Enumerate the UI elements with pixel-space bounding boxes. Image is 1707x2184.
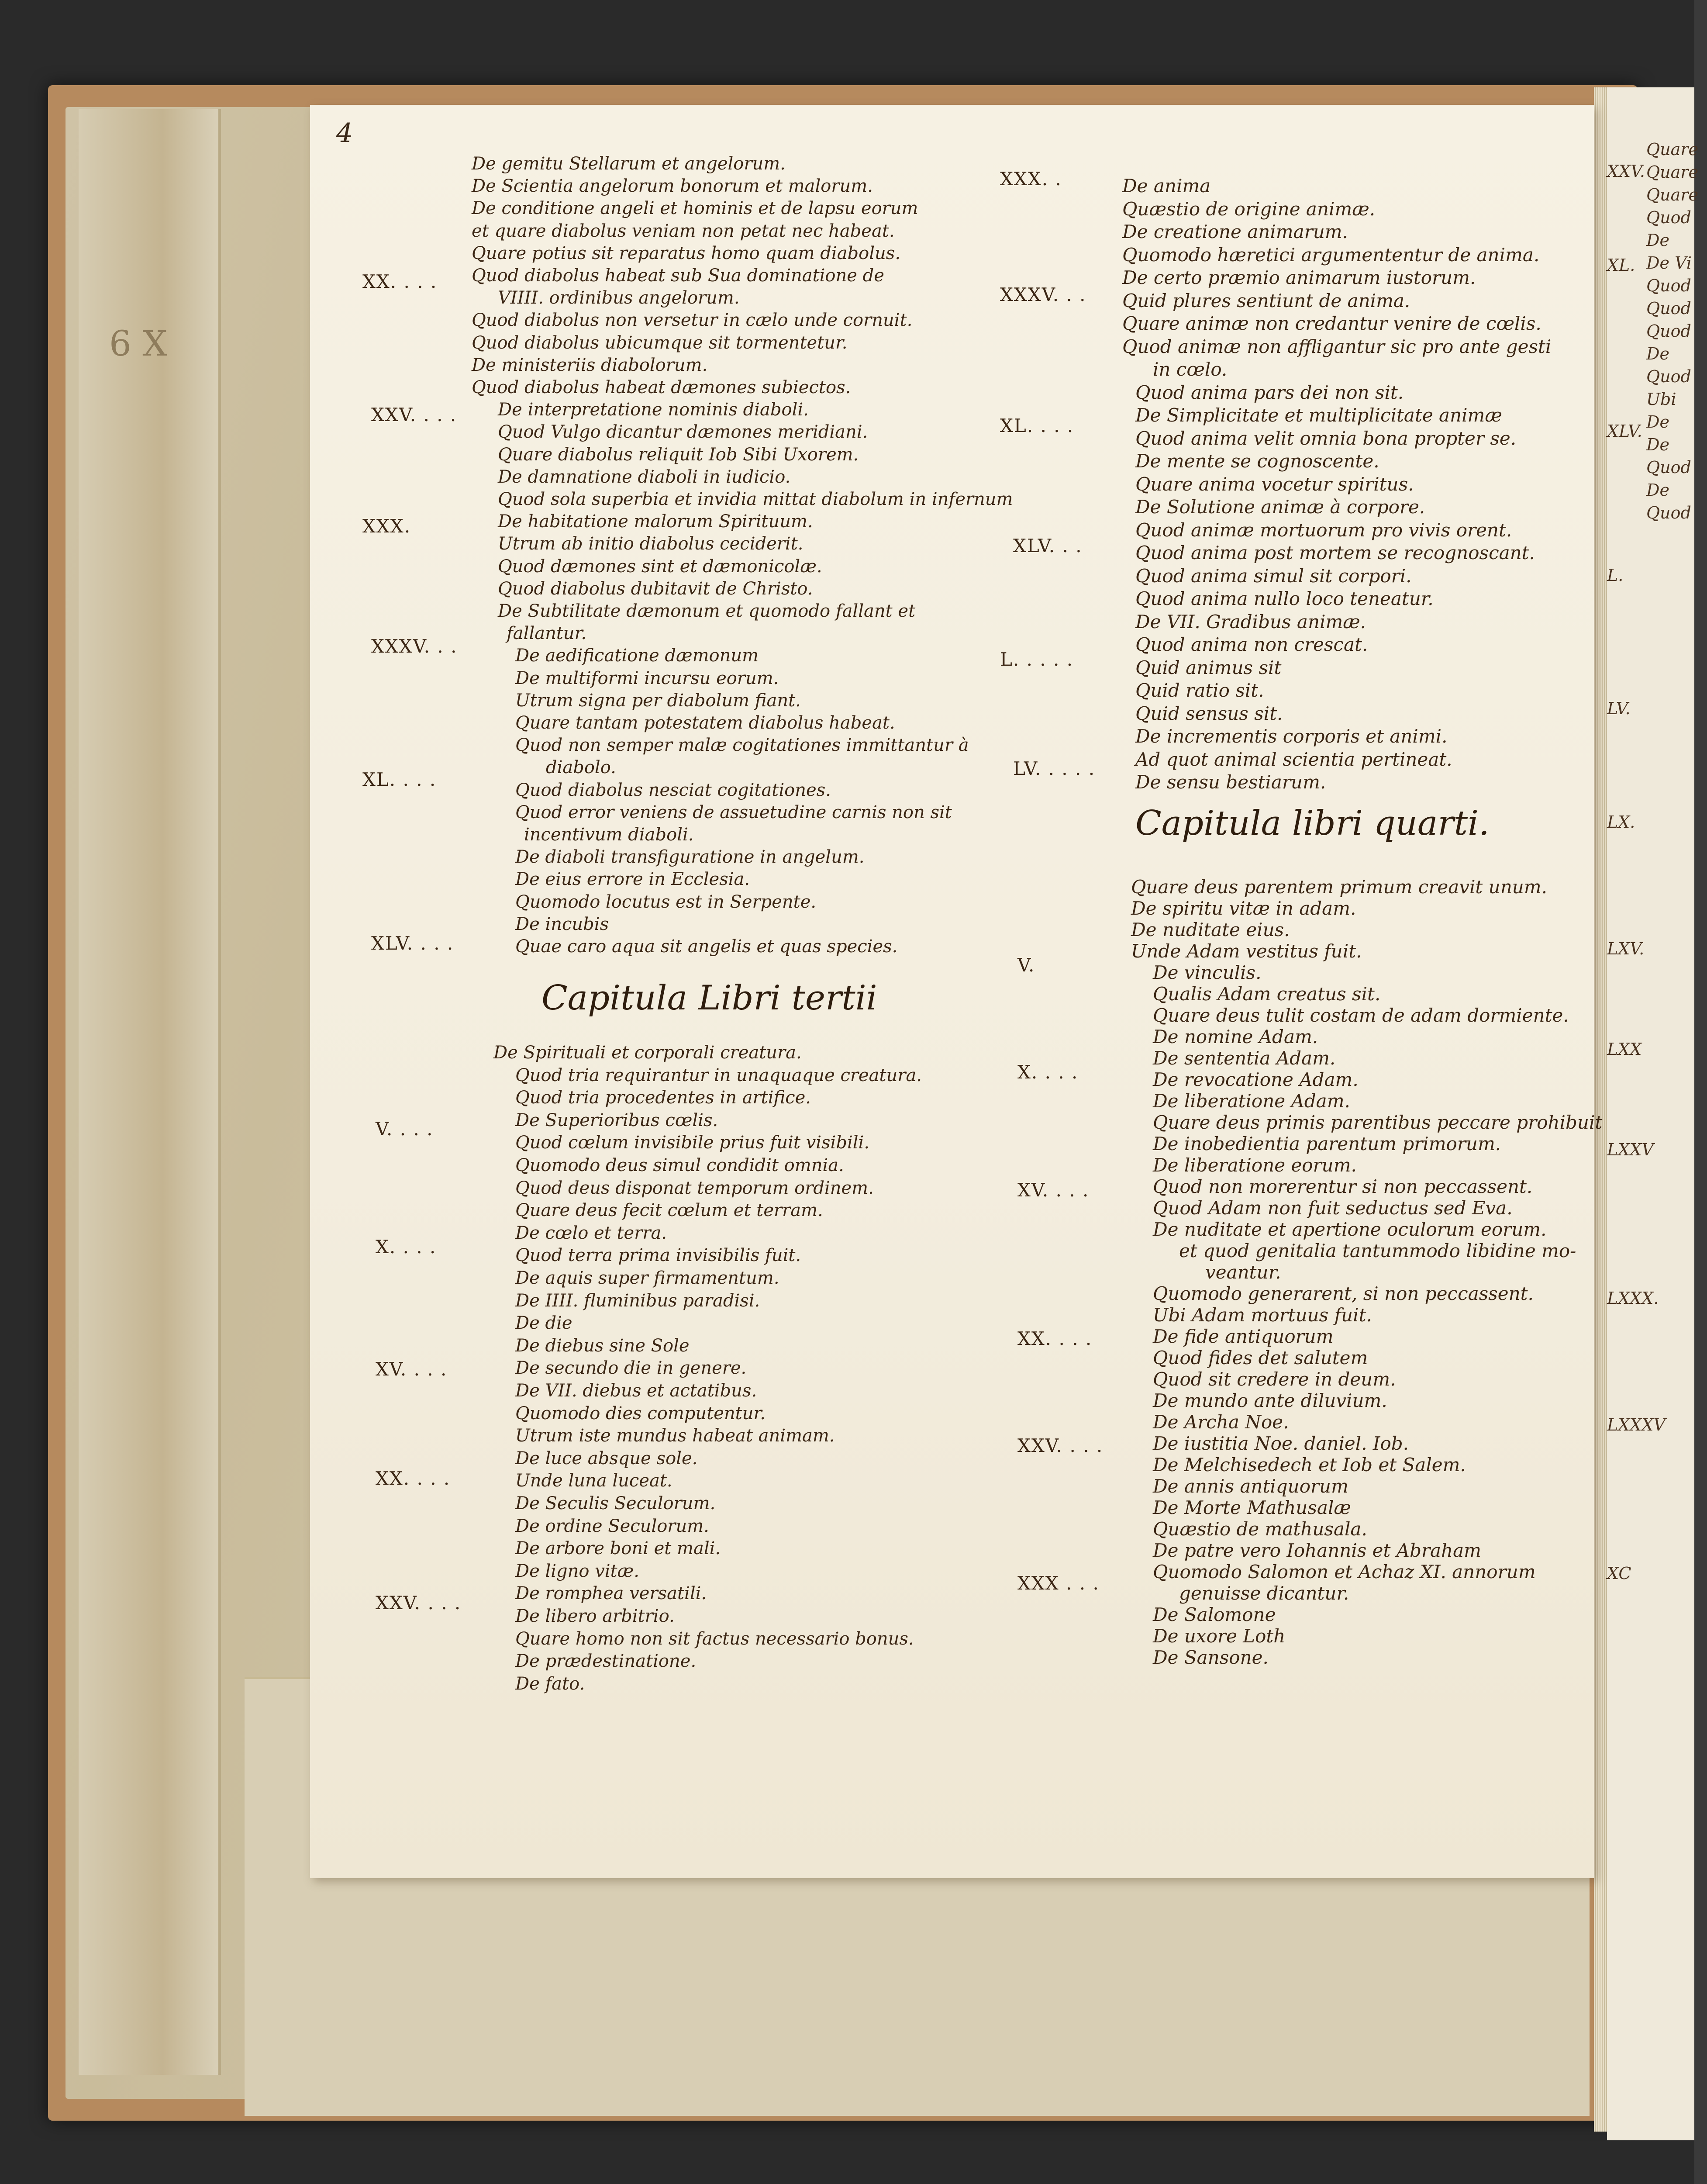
chapter-entry: De multiformi incursu eorum. [515, 668, 779, 688]
chapter-entry: Quod anima non crescat. [1135, 634, 1368, 655]
chapter-entry: Quod non morerentur si non peccassent. [1153, 1176, 1533, 1197]
next-leaf-fragment: De [1646, 344, 1669, 363]
section-heading: Capitula libri quarti. [1135, 804, 1490, 843]
chapter-entry: De nuditate eius. [1131, 919, 1290, 940]
chapter-entry: Utrum iste mundus habeat animam. [515, 1426, 835, 1446]
chapter-entry: De Seculis Seculorum. [515, 1493, 716, 1514]
chapter-entry: De Spirituali et corporali creatura. [493, 1043, 802, 1063]
chapter-numeral: XLV. . . . [371, 933, 454, 954]
chapter-entry: De revocatione Adam. [1153, 1069, 1359, 1090]
chapter-entry: Quid ratio sit. [1135, 680, 1264, 701]
chapter-numeral: XXV. . . . [1017, 1435, 1104, 1456]
chapter-numeral: XX. . . . [1017, 1328, 1093, 1349]
chapter-entry: De VII. diebus et actatibus. [515, 1381, 757, 1401]
next-leaf-numeral: XC [1607, 1564, 1631, 1583]
next-leaf-numeral: LXXXV [1607, 1415, 1666, 1434]
chapter-entry: Quod dæmones sint et dæmonicolæ. [498, 556, 822, 577]
chapter-entry: Quid animus sit [1135, 657, 1282, 678]
next-leaf-fragment: Quod [1646, 367, 1691, 386]
chapter-entry: Quomodo locutus est in Serpente. [515, 892, 817, 912]
chapter-entry: De liberatione eorum. [1153, 1154, 1357, 1176]
chapter-entry: Quod anima post mortem se recognoscant. [1135, 542, 1535, 563]
chapter-entry: De nomine Adam. [1153, 1026, 1318, 1047]
chapter-entry: Quæstio de mathusala. [1153, 1518, 1367, 1540]
next-leaf-numeral: LX. [1607, 812, 1635, 832]
next-leaf-fragment: Quod [1646, 299, 1691, 318]
chapter-entry: Quare deus tulit costam de adam dormiente. [1153, 1005, 1569, 1026]
folio-number: 4 [336, 118, 353, 149]
section-heading: Capitula Libri tertii [541, 978, 877, 1018]
chapter-numeral: XL. . . . [1000, 415, 1074, 436]
chapter-numeral: XXXV. . . [371, 636, 458, 657]
chapter-entry: De aedificatione dæmonum [515, 646, 759, 666]
chapter-numeral: XXX. . [1000, 168, 1062, 190]
stub-mark: 6 X [109, 323, 168, 364]
chapter-entry: Unde luna luceat. [515, 1471, 672, 1491]
next-leaf-fragment: Quare [1646, 140, 1698, 159]
chapter-entry: Quod terra prima invisibilis fuit. [515, 1245, 801, 1266]
chapter-entry: Unde Adam vestitus fuit. [1131, 940, 1362, 962]
chapter-entry: De sententia Adam. [1153, 1047, 1336, 1069]
chapter-entry: Quid sensus sit. [1135, 702, 1283, 724]
chapter-entry: De ligno vitæ. [515, 1561, 639, 1581]
chapter-entry: De secundo die in genere. [515, 1358, 747, 1379]
chapter-entry: De IIII. fluminibus paradisi. [515, 1290, 760, 1311]
background-edge [1694, 0, 1707, 2184]
chapter-entry: De Archa Noe. [1153, 1411, 1289, 1433]
next-leaf-fragment: De [1646, 435, 1669, 454]
chapter-entry: Quid plures sentiunt de anima. [1122, 290, 1410, 311]
chapter-numeral: V. . . . [376, 1118, 434, 1140]
chapter-entry: De Scientia angelorum bonorum et malorum. [472, 176, 873, 197]
chapter-entry: diabolo. [546, 757, 616, 778]
next-leaf-numeral: LXXV [1607, 1140, 1654, 1159]
chapter-entry: Quod deus disponat temporum ordinem. [515, 1178, 874, 1198]
chapter-numeral: XLV. . . [1013, 535, 1083, 556]
next-leaf-numeral: XXV. [1607, 162, 1645, 181]
chapter-numeral: XXX. [362, 515, 411, 537]
chapter-entry: De diaboli transfiguratione in angelum. [515, 847, 865, 867]
chapter-entry: De nuditate et apertione oculorum eorum. [1153, 1219, 1547, 1240]
chapter-entry: De mundo ante diluvium. [1153, 1390, 1387, 1411]
next-leaf-numeral: LXV. [1607, 939, 1645, 958]
chapter-entry: De inobedientia parentum primorum. [1153, 1133, 1501, 1154]
chapter-entry: Quare homo non sit factus necessario bonus. [515, 1628, 914, 1649]
chapter-entry: Quod anima velit omnia bona propter se. [1135, 427, 1517, 449]
chapter-entry: De iustitia Noe. daniel. Iob. [1153, 1433, 1409, 1454]
chapter-entry: De Simplicitate et multiplicitate animæ [1135, 404, 1502, 426]
chapter-entry: De Subtilitate dæmonum et quomodo fallant et [498, 601, 916, 621]
chapter-entry: De libero arbitrio. [515, 1606, 675, 1626]
chapter-numeral: XV. . . . [376, 1358, 448, 1380]
chapter-entry: De spiritu vitæ in adam. [1131, 898, 1356, 919]
next-leaf-fragment: Quod [1646, 276, 1691, 295]
chapter-entry: veantur. [1205, 1261, 1281, 1283]
chapter-entry: Quare deus parentem primum creavit unum. [1131, 876, 1547, 898]
chapter-entry: Quod anima pars dei non sit. [1135, 381, 1404, 403]
chapter-entry: De prædestinatione. [515, 1651, 697, 1672]
chapter-entry: Quæstio de origine animæ. [1122, 198, 1376, 220]
chapter-entry: Quare deus primis parentibus peccare prohibuit [1153, 1112, 1603, 1133]
chapter-entry: De interpretatione nominis diaboli. [498, 400, 809, 420]
chapter-entry: et quare diabolus veniam non petat nec habeat. [472, 221, 895, 241]
chapter-numeral: XX. . . . [376, 1468, 451, 1489]
next-leaf-fragment: De [1646, 412, 1669, 432]
chapter-entry: Quod fides det salutem [1153, 1347, 1368, 1368]
chapter-entry: Quod tria requirantur in unaquaque creatura. [515, 1065, 922, 1085]
chapter-entry: Utrum ab initio diabolus ceciderit. [498, 534, 803, 554]
next-leaf-fragment: De Vi [1646, 253, 1692, 273]
chapter-entry: Quare anima vocetur spiritus. [1135, 473, 1414, 495]
chapter-entry: Quare deus fecit cœlum et terram. [515, 1200, 823, 1221]
chapter-entry: Quod tria procedentes in artifice. [515, 1088, 811, 1108]
chapter-entry: De patre vero Iohannis et Abraham [1153, 1540, 1482, 1561]
chapter-entry: De cœlo et terra. [515, 1223, 667, 1243]
chapter-numeral: V. [1017, 954, 1035, 976]
chapter-entry: Quare diabolus reliquit Iob Sibi Uxorem. [498, 444, 859, 465]
chapter-entry: Quod diabolus habeat dæmones subiectos. [472, 377, 851, 397]
chapter-entry: Quod error veniens de assuetudine carnis non sit [515, 802, 952, 822]
chapter-entry: De incrementis corporis et animi. [1135, 726, 1448, 747]
chapter-entry: De anima [1122, 175, 1211, 197]
chapter-entry: Quod diabolus non versetur in cælo unde cornuit. [472, 310, 913, 331]
chapter-entry: De Morte Mathusalæ [1153, 1497, 1351, 1518]
chapter-entry: et quod genitalia tantummodo libidine mo- [1179, 1240, 1576, 1261]
chapter-entry: Quod Vulgo dicantur dæmones meridiani. [498, 422, 868, 442]
chapter-entry: De VII. Gradibus animæ. [1135, 611, 1366, 632]
chapter-entry: De conditione angeli et hominis et de lapsu eorum [472, 198, 918, 219]
chapter-entry: De aquis super firmamentum. [515, 1268, 779, 1288]
chapter-entry: VIIII. ordinibus angelorum. [498, 288, 740, 308]
next-leaf-fragment: Quod [1646, 208, 1691, 227]
chapter-entry: De romphea versatili. [515, 1583, 707, 1604]
chapter-entry: De Melchisedech et Iob et Salem. [1153, 1454, 1466, 1476]
chapter-entry: Quod sola superbia et invidia mittat diabolum in infernum [498, 489, 1013, 509]
chapter-entry: fallantur. [507, 623, 587, 644]
chapter-entry: incentivum diaboli. [524, 825, 694, 845]
chapter-entry: De sensu bestiarum. [1135, 771, 1326, 793]
chapter-entry: De Sansone. [1153, 1647, 1269, 1668]
chapter-entry: Quomodo generarent, si non peccassent. [1153, 1283, 1534, 1304]
chapter-entry: Quod diabolus habeat sub Sua dominatione de [472, 266, 884, 286]
chapter-entry: De ordine Seculorum. [515, 1516, 709, 1536]
chapter-numeral: X. . . . [1017, 1061, 1079, 1083]
chapter-entry: Quare potius sit reparatus homo quam diabolus. [472, 243, 901, 263]
chapter-entry: Quod diabolus nesciat cogitationes. [515, 780, 831, 800]
chapter-numeral: L. . . . . [1000, 649, 1074, 670]
chapter-entry: De certo præmio animarum iustorum. [1122, 267, 1476, 288]
chapter-entry: genuisse dicantur. [1179, 1583, 1349, 1604]
chapter-entry: Quod diabolus dubitavit de Christo. [498, 578, 813, 599]
chapter-entry: Quomodo deus simul condidit omnia. [515, 1155, 844, 1175]
chapter-numeral: XL. . . . [362, 769, 437, 790]
chapter-entry: De creatione animarum. [1122, 221, 1348, 242]
chapter-numeral: XXXV. . . [1000, 284, 1086, 305]
chapter-entry: Quod animæ non affligantur sic pro ante gesti [1122, 335, 1552, 357]
chapter-entry: De habitatione malorum Spirituum. [498, 511, 813, 532]
chapter-entry: Quomodo hæretici argumententur de anima. [1122, 244, 1540, 266]
chapter-entry: Quare animæ non credantur venire de cœlis. [1122, 313, 1541, 334]
next-leaf-fragment: Quare [1646, 162, 1698, 182]
chapter-entry: Quod diabolus ubicumque sit tormentetur. [472, 332, 848, 353]
next-leaf-numeral: LV. [1607, 699, 1631, 718]
next-leaf-numeral: XL. [1607, 256, 1635, 275]
chapter-numeral: XV. . . . [1017, 1179, 1090, 1201]
chapter-numeral: LV. . . . . [1013, 758, 1096, 779]
chapter-entry: De diebus sine Sole [515, 1335, 690, 1356]
chapter-entry: Quod Adam non fuit seductus sed Eva. [1153, 1197, 1513, 1219]
next-leaf-fragment: Ubi [1646, 390, 1676, 409]
chapter-entry: Quae caro aqua sit angelis et quas species. [515, 936, 898, 957]
chapter-entry: De fato. [515, 1673, 585, 1694]
chapter-entry: De eius errore in Ecclesia. [515, 869, 750, 890]
next-leaf-fragment: De [1646, 480, 1669, 500]
chapter-entry: Quod sit credere in deum. [1153, 1368, 1396, 1390]
chapter-entry: De luce absque sole. [515, 1448, 698, 1469]
next-leaf-fragment: Quare [1646, 185, 1698, 204]
chapter-entry: De Superioribus cœlis. [515, 1110, 718, 1130]
chapter-entry: De annis antiquorum [1153, 1476, 1348, 1497]
chapter-numeral: XX. . . . [362, 271, 438, 292]
chapter-entry: Quod anima nullo loco teneatur. [1135, 588, 1434, 609]
chapter-entry: De Salomone [1153, 1604, 1276, 1625]
next-leaf-numeral: L. [1607, 566, 1624, 585]
chapter-entry: De die [515, 1313, 572, 1334]
next-leaf-fragment: De [1646, 231, 1669, 250]
next-leaf-numeral: LXXX. [1607, 1289, 1659, 1308]
chapter-numeral: XXX . . . [1017, 1572, 1100, 1594]
chapter-entry: Quare tantam potestatem diabolus habeat. [515, 713, 895, 733]
chapter-entry: Quod animæ mortuorum pro vivis orent. [1135, 519, 1512, 541]
chapter-entry: De gemitu Stellarum et angelorum. [472, 154, 786, 174]
chapter-entry: De damnatione diaboli in iudicio. [498, 467, 791, 487]
next-leaf-fragment: Quod [1646, 458, 1691, 477]
chapter-numeral: X. . . . [376, 1236, 437, 1258]
next-leaf-numeral: LXX [1607, 1040, 1642, 1059]
chapter-entry: De mente se cognoscente. [1135, 450, 1379, 472]
chapter-entry: De uxore Loth [1153, 1625, 1286, 1647]
binding-stub [79, 109, 221, 2075]
chapter-entry: Ubi Adam mortuus fuit. [1153, 1304, 1372, 1326]
chapter-entry: De arbore boni et mali. [515, 1538, 721, 1559]
chapter-entry: Qualis Adam creatus sit. [1153, 983, 1381, 1005]
chapter-numeral: XXV. . . . [371, 404, 457, 425]
chapter-entry: De fide antiquorum [1153, 1326, 1334, 1347]
chapter-entry: Quomodo Salomon et Achaz XI. annorum [1153, 1561, 1536, 1583]
next-leaf-fragment: Quod [1646, 321, 1691, 341]
chapter-entry: De incubis [515, 914, 609, 934]
chapter-entry: De vinculis. [1153, 962, 1262, 983]
chapter-entry: De liberatione Adam. [1153, 1090, 1350, 1112]
chapter-entry: De ministeriis diabolorum. [472, 355, 708, 375]
chapter-entry: Quod cœlum invisibile prius fuit visibili. [515, 1133, 870, 1153]
chapter-entry: Ad quot animal scientia pertineat. [1135, 748, 1452, 770]
chapter-entry: in cœlo. [1153, 359, 1228, 380]
chapter-entry: Quod anima simul sit corpori. [1135, 565, 1412, 587]
next-leaf-numeral: XLV. [1607, 422, 1642, 441]
chapter-entry: De Solutione animæ à corpore. [1135, 496, 1425, 518]
chapter-entry: Quod non semper malæ cogitationes immittantur à [515, 735, 969, 756]
chapter-entry: Utrum signa per diabolum fiant. [515, 690, 801, 711]
chapter-entry: Quomodo dies computentur. [515, 1403, 766, 1424]
chapter-numeral: XXV. . . . [376, 1592, 462, 1614]
next-leaf-fragment: Quod [1646, 503, 1691, 522]
